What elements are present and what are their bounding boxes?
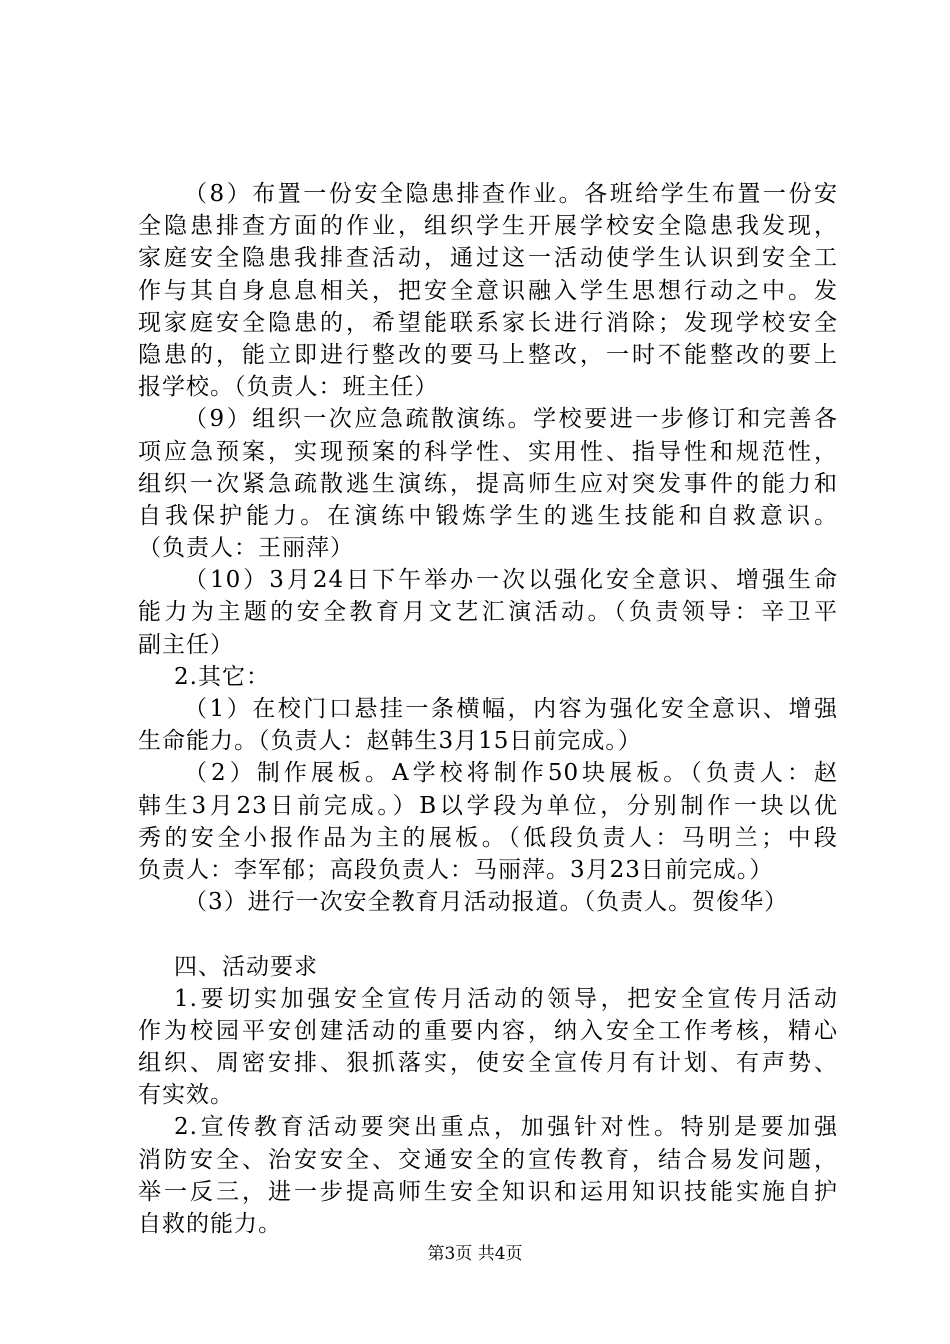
paragraph-line: （8）布置一份安全隐患排查作业。各班给学生布置一份安 — [184, 181, 838, 207]
paragraph-line: （3）进行一次安全教育月活动报道。（负责人。贺俊华） — [184, 889, 789, 916]
paragraph-line: 副主任） — [138, 631, 234, 658]
page-footer: 第3页 共4页 — [427, 1244, 523, 1264]
paragraph-line: 项应急预案，实现预案的科学性、实用性、指导性和规范性， — [138, 438, 838, 465]
document-body — [138, 178, 838, 1240]
paragraph-line: 现家庭安全隐患的，希望能联系家长进行消除；发现学校安全 — [138, 309, 838, 336]
paragraph-line: 家庭安全隐患我排查活动，通过这一活动使学生认识到安全工 — [138, 245, 838, 272]
paragraph-line: 2.宣传教育活动要突出重点，加强针对性。特别是要加强 — [174, 1114, 838, 1141]
section-heading: 四、活动要求 — [174, 953, 318, 980]
paragraph-line: 作为校园平安创建活动的重要内容，纳入安全工作考核，精心 — [138, 1017, 838, 1044]
paragraph-line: 自我保护能力。在演练中锻炼学生的逃生技能和自救意识。 — [138, 502, 838, 529]
paragraph-line: 举一反三，进一步提高师生安全知识和运用知识技能实施自护 — [138, 1178, 838, 1205]
paragraph-line: 1.要切实加强安全宣传月活动的领导，把安全宣传月活动 — [174, 985, 838, 1012]
paragraph-line: 韩生3月23日前完成。）B以学段为单位，分别制作一块以优 — [138, 792, 838, 819]
paragraph-line: （1）在校门口悬挂一条横幅，内容为强化安全意识、增强 — [184, 696, 838, 722]
paragraph-line: （10）3月24日下午举办一次以强化安全意识、增强生命 — [184, 567, 838, 594]
paragraph-line: 有实效。 — [138, 1082, 234, 1109]
paragraph-line: 作与其自身息息相关，把安全意识融入学生思想行动之中。发 — [138, 277, 838, 304]
paragraph-line: 隐患的，能立即进行整改的要马上整改，一时不能整改的要上 — [138, 341, 838, 368]
paragraph-line: 生命能力。（负责人：赵韩生3月15日前完成。） — [138, 728, 642, 755]
section-heading: 2.其它： — [174, 663, 270, 690]
paragraph-line: 负责人：李军郁；高段负责人：马丽萍。3月23日前完成。） — [138, 856, 774, 883]
blank-line — [138, 918, 838, 950]
paragraph-line: 组织、周密安排、狠抓落实，使安全宣传月有计划、有声势、 — [138, 1050, 838, 1077]
paragraph-line: （负责人：王丽萍） — [138, 535, 354, 562]
paragraph-line: 报学校。（负责人：班主任） — [138, 374, 439, 401]
paragraph-line: 组织一次紧急疏散逃生演练，提高师生应对突发事件的能力和 — [138, 470, 838, 497]
paragraph-line: 自救的能力。 — [138, 1211, 282, 1237]
paragraph-line: 消防安全、治安安全、交通安全的宣传教育，结合易发问题， — [138, 1146, 838, 1173]
paragraph-line: 秀的安全小报作品为主的展板。（低段负责人：马明兰；中段 — [138, 824, 838, 851]
paragraph-line: 能力为主题的安全教育月文艺汇演活动。（负责领导：辛卫平 — [138, 599, 838, 626]
paragraph-line: （2）制作展板。A学校将制作50块展板。（负责人：赵 — [184, 760, 838, 787]
paragraph-line: 全隐患排查方面的作业，组织学生开展学校安全隐患我发现， — [138, 213, 838, 240]
paragraph-line: （9）组织一次应急疏散演练。学校要进一步修订和完善各 — [184, 406, 838, 433]
